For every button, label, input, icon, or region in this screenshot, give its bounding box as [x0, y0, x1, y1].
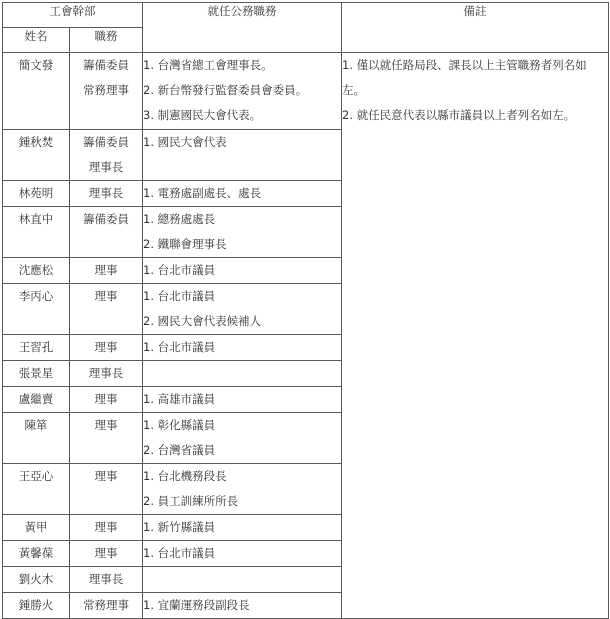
- name-cell: [3, 567, 70, 593]
- official-name: 盧繼賣: [18, 392, 54, 406]
- official-name: 林直中: [18, 212, 54, 226]
- header-position: 職務: [70, 28, 143, 53]
- public-duty-item: 1. 台北市議員: [143, 546, 216, 560]
- public-duty-item: 1. 台北市議員: [143, 263, 216, 277]
- official-name: 陳箪: [24, 418, 48, 432]
- remarks-cell: [342, 53, 609, 619]
- official-name: 簡文發: [18, 58, 54, 72]
- public-duty-cell: [143, 207, 342, 258]
- name-cell: [3, 284, 70, 335]
- public-duty-item: 2. 員工訓練所所長: [143, 494, 239, 508]
- official-name: 王亞心: [18, 469, 54, 483]
- public-duty-cell: [143, 258, 342, 284]
- union-position: 籌備委員: [83, 212, 129, 226]
- public-duty-item: 1. 高雄市議員: [143, 392, 216, 406]
- public-duty-cell: [143, 335, 342, 361]
- public-duty-item: 1. 台北機務段長: [143, 469, 227, 483]
- public-duty-item: 1. 電務處副處長、處長: [143, 186, 262, 200]
- position-cell: [70, 413, 143, 464]
- union-position: 常務理事: [83, 598, 129, 612]
- public-duty-cell: [143, 284, 342, 335]
- name-cell: [3, 413, 70, 464]
- name-cell: [3, 335, 70, 361]
- public-duty-item: 1. 台北市議員: [143, 289, 216, 303]
- position-cell: [70, 335, 143, 361]
- union-position: 理事: [94, 289, 118, 303]
- official-name: 劉火木: [18, 572, 54, 586]
- public-duty-item: 1. 台北市議員: [143, 340, 216, 354]
- header-public-duties: 就任公務職務: [143, 3, 342, 53]
- name-cell: [3, 541, 70, 567]
- official-name: 鍾勝火: [18, 598, 54, 612]
- name-cell: [3, 387, 70, 413]
- union-position: 理事: [94, 546, 118, 560]
- officials-table: [2, 2, 609, 619]
- position-cell: [70, 593, 143, 619]
- position-cell: [70, 387, 143, 413]
- public-duty-item: 1. 彰化縣議員: [143, 418, 216, 432]
- union-position: 理事: [94, 520, 118, 534]
- public-duty-item: 1. 國民大會代表: [143, 135, 227, 149]
- name-cell: [3, 181, 70, 207]
- public-duty-cell: [143, 181, 342, 207]
- public-duty-item: 2. 鐵聯會理事長: [143, 237, 227, 251]
- public-duty-cell: [143, 361, 342, 387]
- official-name: 王習孔: [18, 340, 54, 354]
- name-cell: [3, 130, 70, 181]
- name-cell: [3, 207, 70, 258]
- official-name: 林苑明: [18, 186, 54, 200]
- public-duty-cell: [143, 515, 342, 541]
- official-name: 李丙心: [18, 289, 54, 303]
- header-union-officers: 工會幹部: [3, 3, 143, 28]
- position-cell: [70, 567, 143, 593]
- remark-line: 2. 就任民意代表以縣市議員以上者列名如左。: [342, 108, 576, 122]
- official-name: 黃馨葆: [18, 546, 54, 560]
- union-position: 理事長: [88, 160, 124, 174]
- public-duty-item: 2. 國民大會代表候補人: [143, 314, 262, 328]
- name-cell: [3, 361, 70, 387]
- union-position: 理事: [94, 418, 118, 432]
- union-position: 籌備委員: [83, 135, 129, 149]
- position-cell: [70, 258, 143, 284]
- public-duty-item: 2. 新台幣發行監督委員會委員。: [143, 83, 308, 97]
- union-position: 理事: [94, 340, 118, 354]
- position-cell: [70, 541, 143, 567]
- public-duty-cell: [143, 567, 342, 593]
- public-duty-cell: [143, 413, 342, 464]
- public-duty-item: 1. 台灣省總工會理事長。: [143, 58, 273, 72]
- position-cell: [70, 515, 143, 541]
- name-cell: [3, 258, 70, 284]
- name-cell: [3, 53, 70, 130]
- table-row: [3, 53, 609, 130]
- name-cell: [3, 515, 70, 541]
- union-position: 理事長: [88, 572, 124, 586]
- union-position: 理事: [94, 392, 118, 406]
- public-duty-item: 2. 台灣省議員: [143, 443, 216, 457]
- position-cell: [70, 181, 143, 207]
- public-duty-cell: [143, 593, 342, 619]
- public-duty-cell: [143, 53, 342, 130]
- name-cell: [3, 593, 70, 619]
- official-name: 鍾秋焚: [18, 135, 54, 149]
- public-duty-item: 3. 制憲國民大會代表。: [143, 108, 262, 122]
- public-duty-item: 1. 總務處處長: [143, 212, 216, 226]
- union-position: 理事: [94, 469, 118, 483]
- name-cell: [3, 464, 70, 515]
- public-duty-cell: [143, 464, 342, 515]
- position-cell: [70, 361, 143, 387]
- official-name: 張景星: [18, 366, 54, 380]
- position-cell: [70, 130, 143, 181]
- union-position: 理事長: [88, 366, 124, 380]
- public-duty-item: 1. 新竹縣議員: [143, 520, 216, 534]
- public-duty-cell: [143, 541, 342, 567]
- position-cell: [70, 464, 143, 515]
- public-duty-cell: [143, 130, 342, 181]
- union-position: 籌備委員: [83, 58, 129, 72]
- remark-line: 1. 僅以就任路局段、課長以上主管職務者列名如: [342, 58, 587, 72]
- remark-line: 左。: [342, 83, 365, 97]
- position-cell: [70, 207, 143, 258]
- union-position: 理事: [94, 263, 118, 277]
- position-cell: [70, 53, 143, 130]
- public-duty-cell: [143, 387, 342, 413]
- official-name: 沈應松: [18, 263, 54, 277]
- union-position: 常務理事: [83, 83, 129, 97]
- position-cell: [70, 284, 143, 335]
- official-name: 黃甲: [24, 520, 48, 534]
- union-position: 理事長: [88, 186, 124, 200]
- header-remarks: 備註: [342, 3, 609, 53]
- header-name: 姓名: [3, 28, 70, 53]
- public-duty-item: 1. 宜蘭運務段副段長: [143, 598, 250, 612]
